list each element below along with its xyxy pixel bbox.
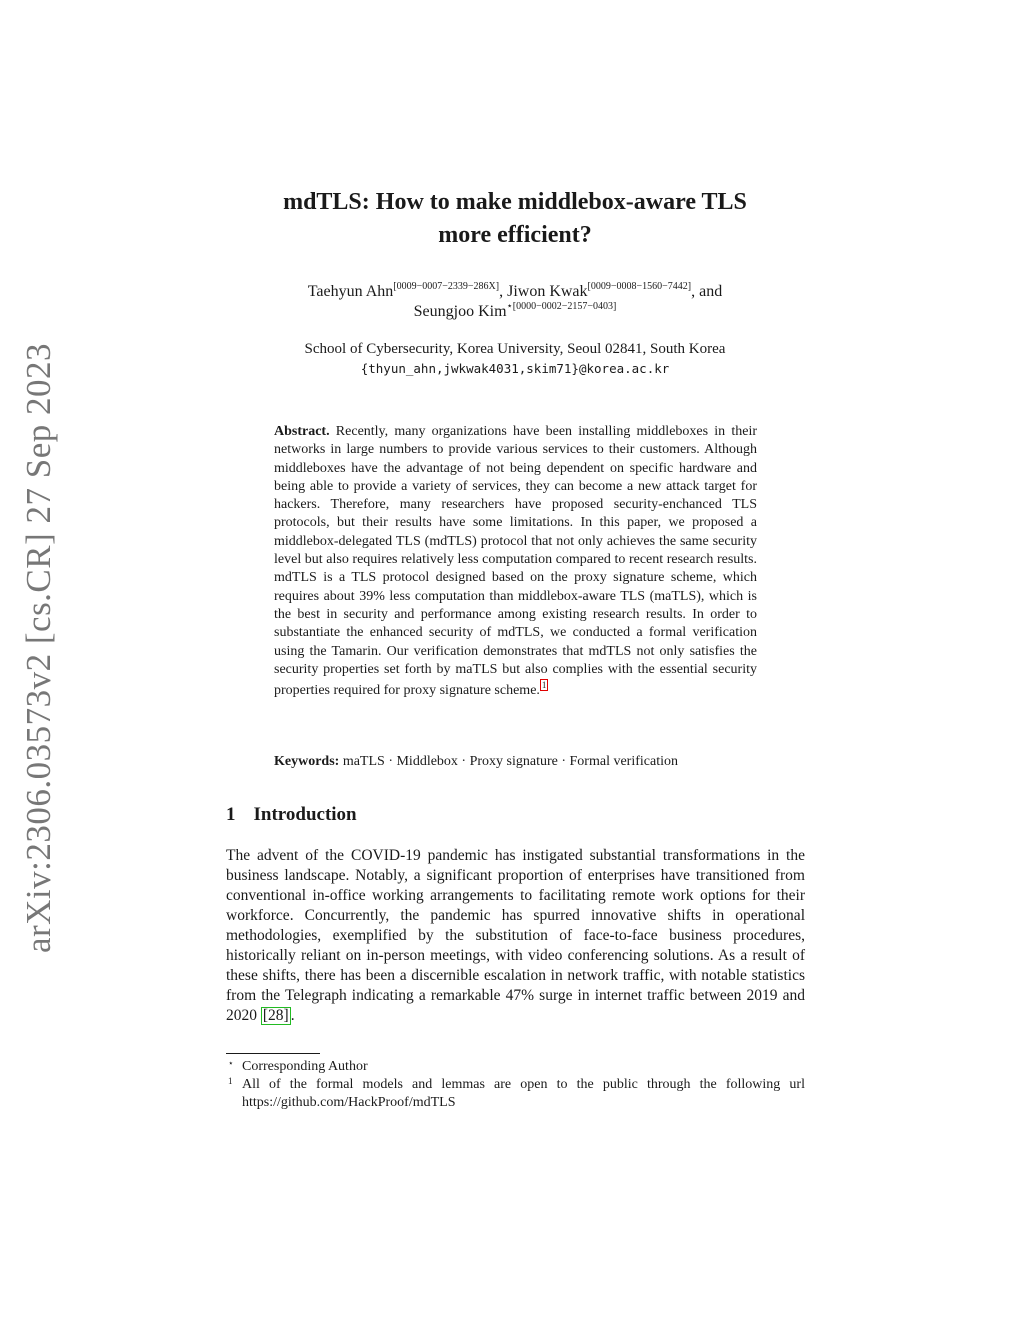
- paper-title-line-1: mdTLS: How to make middlebox-aware TLS: [283, 189, 747, 215]
- author-line-2: [200, 302, 830, 322]
- intro-text: The advent of the COVID-19 pandemic has instigated substantial transformations in the business landscape. Notably, a significant proportion of enterprises have transitioned from conventional in-office working arrangements to facilitating remote work options for their workforce. Concurrently, the pandemic has spurred innovative shifts in operational methodologies, exemplified by the substitution of face-to-face business procedures, historically reliant on in-person meetings, with video conferencing solutions. As a result of these shifts, there has been a discernible escalation in network traffic, with notable statistics from the Telegraph indicating a remarkable 47% surge in internet traffic between 2019 and 2020: [226, 847, 805, 1024]
- intro-end: .: [290, 1007, 295, 1024]
- abstract-label: Abstract.: [274, 424, 330, 439]
- affiliation-block: [200, 340, 830, 378]
- footnote-1-text: Corresponding Author: [242, 1059, 368, 1074]
- author-2-orcid[interactable]: [0009−0008−1560−7442]: [587, 281, 692, 292]
- abstract: [274, 423, 757, 700]
- keywords-label: Keywords:: [274, 754, 340, 769]
- footnotes: [226, 1058, 805, 1112]
- section-heading-introduction: [226, 804, 357, 826]
- author-3-orcid[interactable]: ⋆[0000−0002−2157−0403]: [506, 301, 617, 312]
- author-1-name: Taehyun Ahn: [307, 283, 394, 300]
- footnote-1-link[interactable]: 1: [541, 680, 547, 691]
- paper-title-line-2: more efficient?: [438, 222, 592, 248]
- citation-28-link[interactable]: [28]: [262, 1007, 289, 1024]
- keywords-text: maTLS · Middlebox · Proxy signature · Formal verification: [342, 754, 678, 769]
- footnote-star-mark: ⋆: [228, 1058, 234, 1068]
- abstract-text: Recently, many organizations have been installing middleboxes in their networks in large numbers to provide various services to their customers. Although middleboxes have the advantage of not being dependent on specific hardware and being able to provide a variety of services, they can become a new attack target for hackers. Therefore, many researchers have proposed security-enchanced TLS protocols, but their results have some limitations. In this paper, we proposed a middlebox-delegated TLS (mdTLS) protocol that not only achieves the same security level but also requires relatively less computation compared to recent research results. mdTLS is a TLS protocol designed based on the proxy signature scheme, which requires about 39% less computation than middlebox-aware TLS (maTLS), which is the best in security and performance among existing research results. In order to substantiate the enhanced security of mdTLS, we conducted a formal verification using the Tamarin. Our verification demonstrates that mdTLS not only satisfies the security properties set forth by maTLS but also complies with the essential security properties required for proxy signature scheme.: [274, 424, 757, 699]
- footnote-1-mark: 1: [228, 1076, 233, 1086]
- author-line-1: [200, 282, 830, 302]
- arxiv-identifier-text: arXiv:2306.03573v2 [cs.CR] 27 Sep 2023: [19, 342, 59, 953]
- author-3-name: Seungjoo Kim: [413, 303, 507, 320]
- author-2-name: , Jiwon Kwak: [499, 283, 588, 300]
- section-number: 1: [226, 804, 236, 825]
- introduction-paragraph: [226, 846, 805, 1026]
- paper-title: [200, 186, 830, 252]
- author-and: , and: [691, 283, 723, 300]
- arxiv-identifier-stamp: [14, 342, 64, 953]
- footnote-corresponding-author: [226, 1058, 805, 1076]
- affiliation-emails[interactable]: {thyun_ahn,jwkwak4031,skim71}@korea.ac.kr: [360, 361, 670, 376]
- footnote-rule: [226, 1053, 320, 1054]
- affiliation-institution: School of Cybersecurity, Korea University, Seoul 02841, South Korea: [304, 341, 726, 357]
- author-1-orcid[interactable]: [0009−0007−2339−286X]: [393, 281, 500, 292]
- keywords: [274, 753, 757, 771]
- author-list: [200, 282, 830, 322]
- section-title: Introduction: [253, 804, 357, 825]
- footnote-2-text: All of the formal models and lemmas are open to the public through the following url https://github.com/HackProof/mdTLS: [242, 1077, 805, 1110]
- footnote-1: [226, 1076, 805, 1112]
